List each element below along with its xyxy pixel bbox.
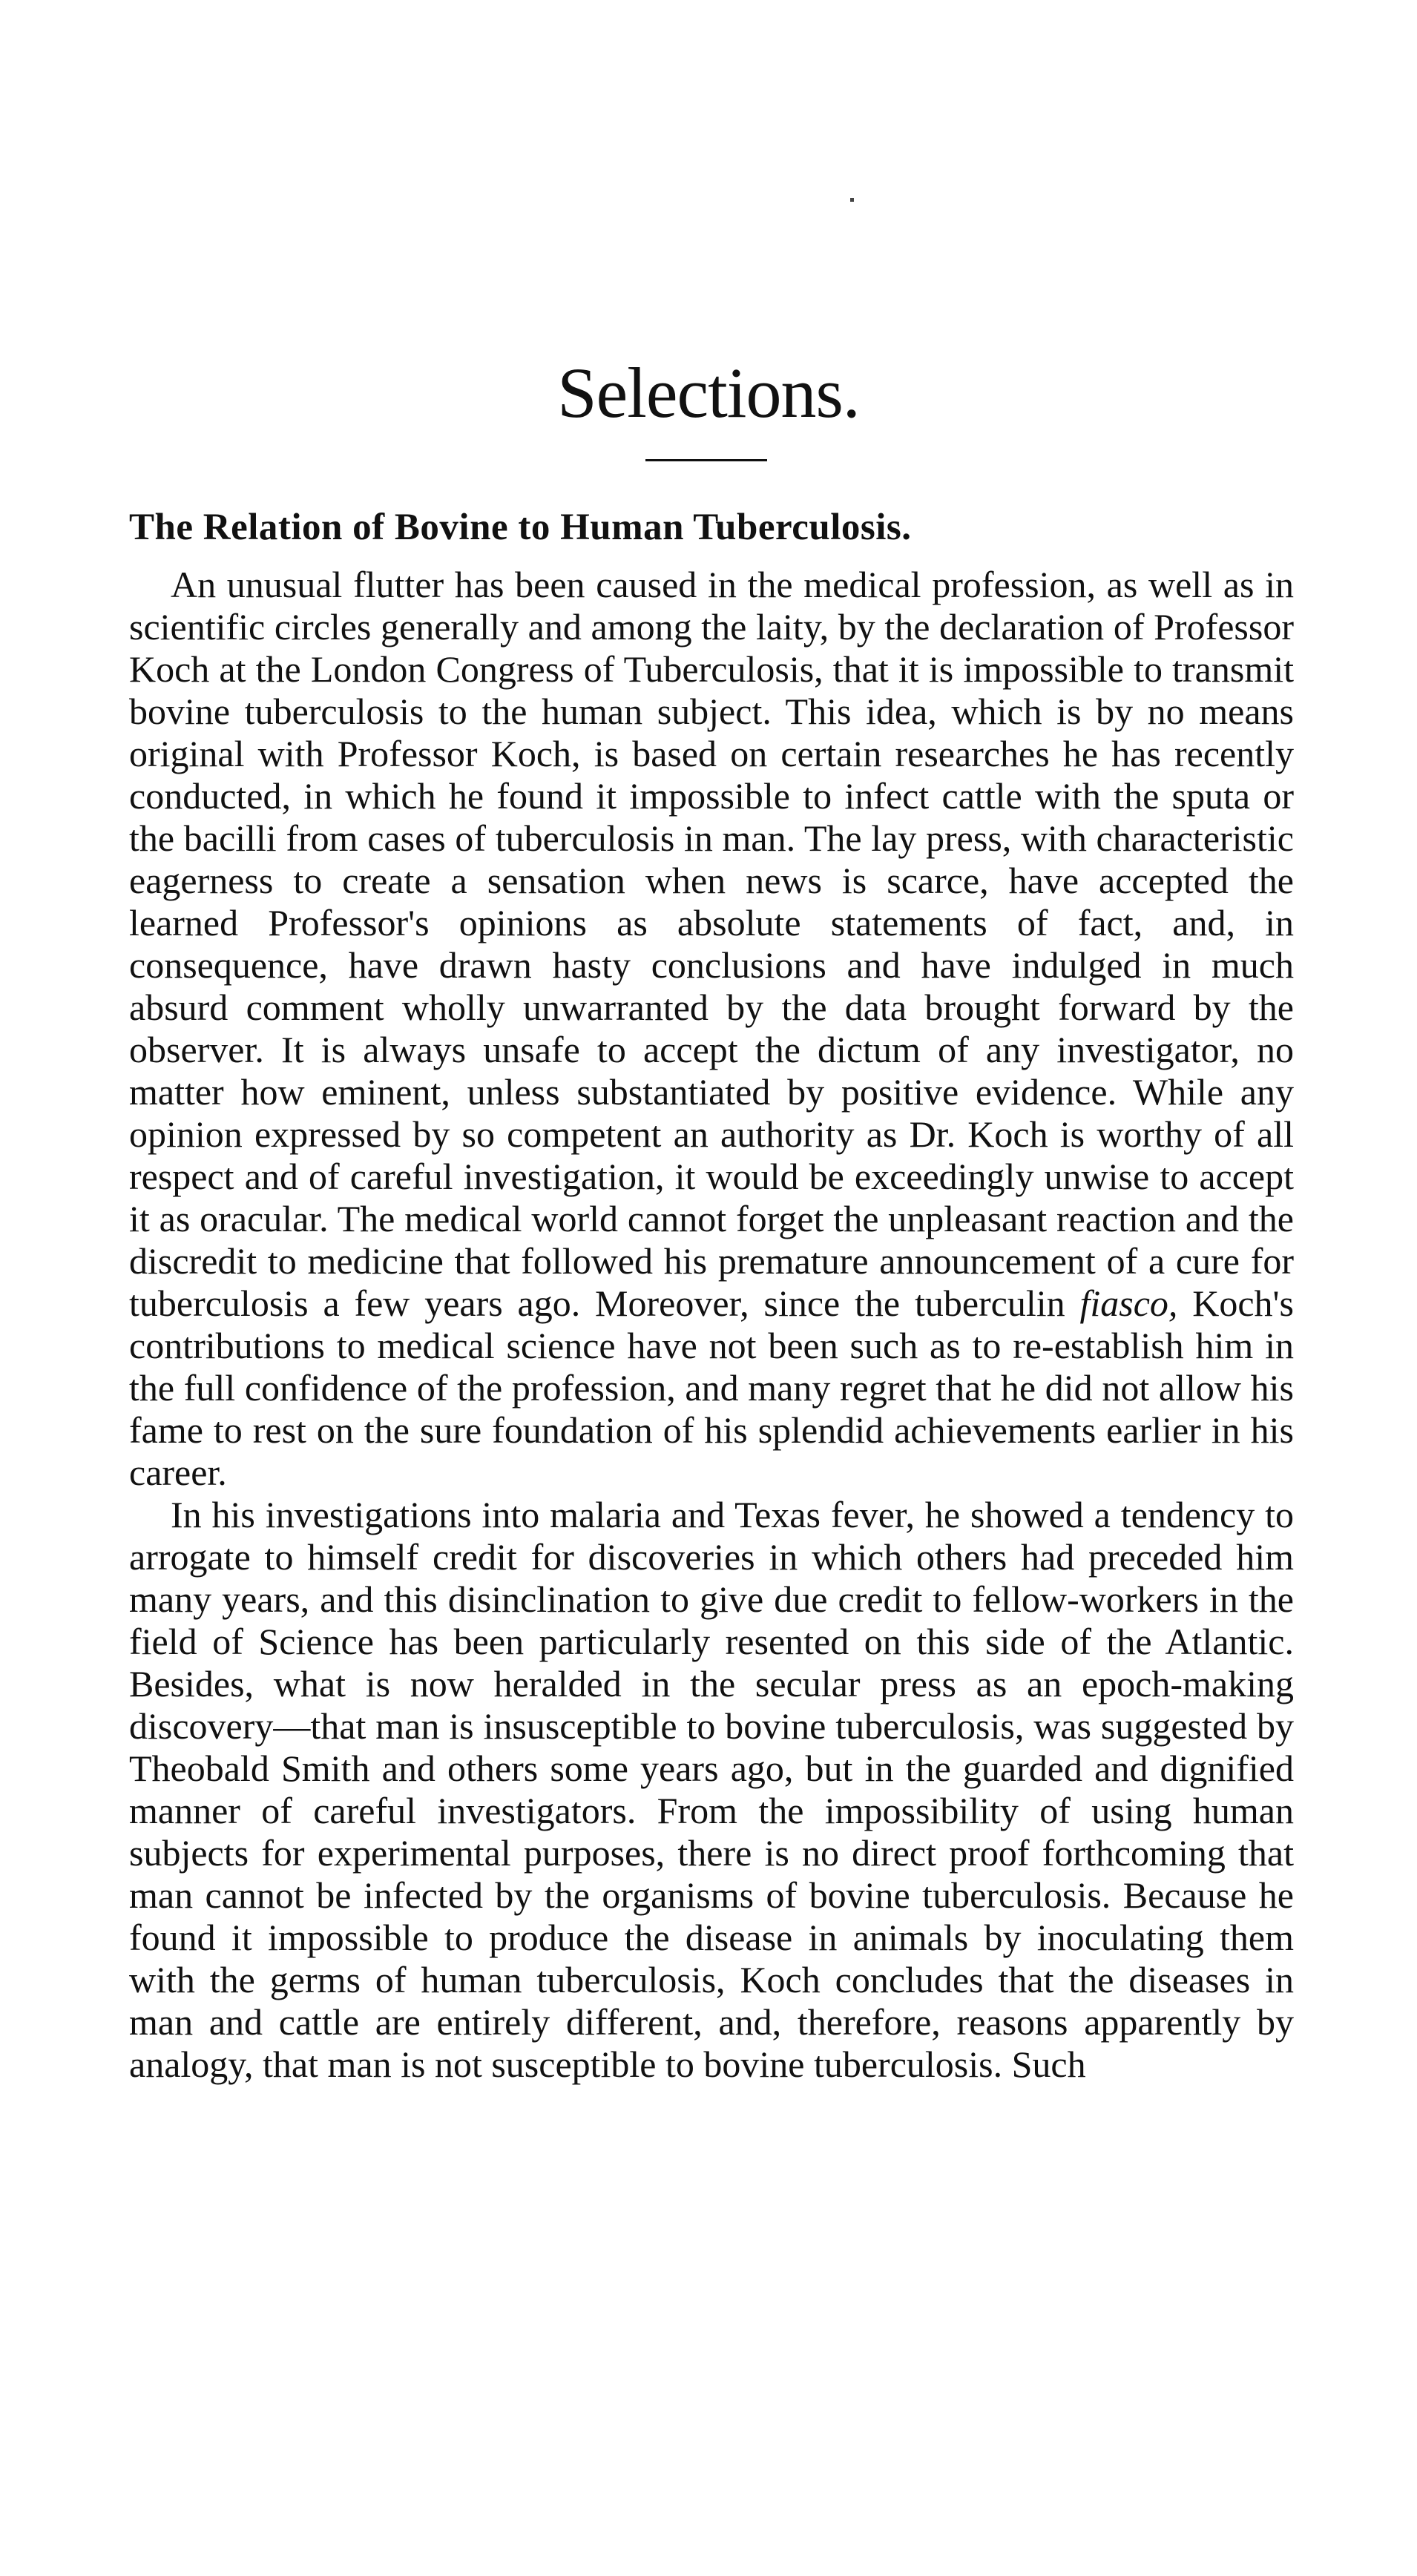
paragraph-1 xyxy=(129,564,1294,1494)
paragraph-1-italic: fiasco, xyxy=(1079,1282,1178,1324)
paragraph-1-text-b: Koch's contributions to medical science have not been such as to re-establish him in the full confidence of the profession, and many regret that he did not allow his fame to rest on the sure foundation of his splendid achievements earlier in his career. xyxy=(129,1282,1294,1493)
ink-speck xyxy=(850,198,854,202)
article-title: The Relation of Bovine to Human Tuberculosis. xyxy=(129,507,912,548)
paragraph-2: In his investigations into malaria and Texas fever, he showed a tendency to arrogate to himself credit for discoveries in which others had preceded him many years, and this disinclination to give due credit to fellow-workers in the field of Science has been particularly resented on this side of the Atlantic. Besides, what is now heralded in the secular press as an epoch-making discovery—that man is insusceptible to bovine tuberculosis, was suggested by Theobald Smith and others some years ago, but in the guarded and dignified manner of careful investigators. From the impossibility of using human subjects for experimental purposes, there is no direct proof forthcoming that man cannot be infected by the organisms of bovine tuberculosis. Because he found it impossible to produce the disease in animals by inoculating them with the germs of human tuberculosis, Koch concludes that the diseases in man and cattle are entirely different, and, therefore, reasons apparently by analogy, that man is not susceptible to bovine tuberculosis. Such xyxy=(129,1494,1294,2085)
article-body xyxy=(129,564,1294,2086)
paragraph-1-text-a: An unusual flutter has been caused in the medical profession, as well as in scientific circles generally and among the laity, by the declaration of Professor Koch at the London Congress of Tuberculosis, that it is impossible to transmit bovine tuberculosis to the human subject. This idea, which is by no means original with Professor Koch, is based on certain researches he has recently conducted, in which he found it impossible to infect cattle with the sputa or the bacilli from cases of tuberculosis in man. The lay press, with characteristic eagerness to create a sensation when news is scarce, have accepted the learned Professor's opinions as absolute statements of fact, and, in consequence, have drawn hasty conclusions and have indulged in much absurd comment wholly unwarranted by the data brought forward by the observer. It is always unsafe to accept the dictum of any investigator, no matter how eminent, unless substantiated by positive evidence. While any opinion expressed by so competent an authority as Dr. Koch is worthy of all respect and of careful investigation, it would be exceedingly unwise to accept it as oracular. The medical world cannot forget the unpleasant reaction and the discredit to medicine that followed his premature announcement of a cure for tuberculosis a few years ago. Moreover, since the tuberculin xyxy=(129,564,1294,1324)
title-rule xyxy=(645,459,767,461)
section-title: Selections. xyxy=(557,353,860,432)
